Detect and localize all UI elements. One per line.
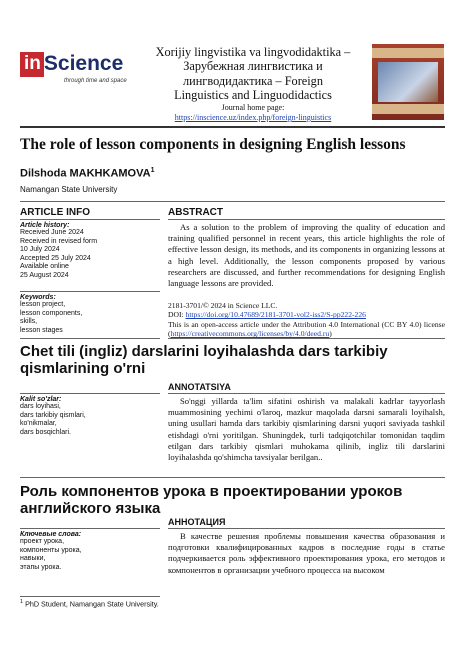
logo-in: in [20,52,44,77]
russian-keyword-item: навыки, [20,555,46,563]
history-item: Available online [20,263,69,271]
abstract-rule [168,219,445,220]
uzbek-keyword-item: dars tarkibiy qismlari, [20,411,86,419]
author-name [20,167,154,180]
russian-annotation-text: В качестве решения проблемы повышения качества образования и подготовки квалифицированных кадров в последние годы в статье подчеркивается роль эффективного проектирования урока, его методов и компонентов в организации учебного процесса на высоком [168,531,445,575]
journal-homepage-label: Journal home page: [221,103,285,112]
russian-keyword-item: проект урока, [20,538,65,545]
footnote-text: PhD Student, Namangan State University. [25,599,159,609]
uzbek-title: Chet tili (ingliz) darslarini loyihalashda dars tarkibiy qismlarining o'rni [20,343,388,377]
russian-keyword-item: этапы урока. [20,563,62,571]
uzbek-keyword-item: dars bosqichlari. [20,428,71,436]
inscience-logo [20,52,132,90]
keywords-label: Keywords: [20,294,56,301]
header-divider [20,126,445,128]
russian-keywords-label: Ключевые слова: [20,531,82,538]
keyword-item: lesson stages [20,326,63,334]
russian-title: Роль компонентов урока в проектировании уроков английского языка [20,483,403,517]
russian-annotation-rule [168,528,445,529]
russian-keyword-item: компоненты урока, [20,546,82,554]
journal-title [136,45,370,103]
journal-line: Linguistics and Linguodidactics [174,88,332,103]
logo-science: Science [43,52,124,75]
uzbek-annotation-text: So'nggi yillarda ta'lim sifatini oshirish va malakali kadrlar tayyorlash muammosining yechimi o'laroq, mazkur maqolada darsni samarali loyihalsh, uning usullari hamda dars tarkibiy qismlarining darsni yuqori saviyada tashkil etishdagi o'rni yoritilgan. Shuningdek, turli tadqiqotchilar tomonidan taqdim etilgan dars tarkibiy qismlari muhokama qilinib, ingliz tili darslarini loyihalashda qo'shimcha tavsiyalar berilgan.. [168,396,445,463]
author-name-text: Dilshoda MAKHKAMOVA [20,167,151,180]
doi-link[interactable]: https://doi.org/10.47689/2181-3701-vol2-iss2/S-pp222-226 [185,310,366,320]
author-footnote-mark: 1 [150,167,155,174]
russian-info-rule [20,528,160,529]
history-item: Received June 2024 [20,229,84,236]
license-line [168,320,445,339]
info-rule [20,219,160,220]
publication-info [168,301,445,339]
history-item: Received in revised form [20,237,98,245]
journal-line: лингводидактика – Foreign [183,73,323,88]
uzbek-keyword-item: ko'nikmalar, [20,420,57,428]
abstract-bottom-rule [168,338,445,339]
abstract-text: As a solution to the problem of improving the quality of education and training qualified personnel in recent years, this article highlights the role of effective lesson design, its methods, and its components in organizing lessons at a high level. Additionally, the lesson components proposed by various researchers are discussed, and further recommendations for designing English language lessons are provided. [168,222,445,289]
uzbek-annotation-rule [168,393,445,394]
history-label: Article history: [20,222,70,229]
uzbek-bottom-rule [20,477,445,478]
license-close: ) [329,329,332,339]
history-item: 10 July 2024 [20,246,60,254]
license-link[interactable]: https://creativecommons.org/licenses/by/4.0/deed.ru [170,329,330,339]
keyword-item: lesson components, [20,309,83,317]
journal-line: Зарубежная лингвистика и [183,59,323,74]
uzbek-keywords-label: Kalit so'zlar: [20,396,62,403]
uzbek-info-rule [20,393,160,394]
keywords-rule [20,291,160,292]
footnote-mark: 1 [20,599,24,605]
license-text: This is an open-access article under the Attribution 4.0 International (CC BY 4.0) license ( [168,319,445,339]
uzbek-keywords-block [20,396,160,437]
history-item: 25 August 2024 [20,271,69,279]
affiliation-divider [20,201,445,202]
article-info-heading: ARTICLE INFO [20,207,90,218]
journal-line: Xorijiy lingvistika va lingvodidaktika – [155,45,351,59]
author-affiliation: Namangan State University [20,185,118,194]
logo-tagline: through time and space [64,78,127,84]
article-title: The role of lesson components in designing English lessons [20,136,406,153]
abstract-heading: ABSTRACT [168,207,223,218]
journal-homepage-link[interactable]: https://inscience.uz/index.php/foreign-linguistics [174,113,332,122]
keyword-item: lesson project, [20,301,66,308]
doi-label: DOI: [168,310,186,320]
footnote [20,599,159,608]
article-history [20,222,160,281]
uzbek-keyword-item: dars loyihasi, [20,403,61,410]
journal-cover-image [372,44,444,120]
russian-annotation-heading: АННОТАЦИЯ [168,517,226,527]
doi-line [168,310,445,319]
keywords-block [20,294,160,335]
russian-keywords-block [20,531,160,572]
issn-line: 2181-3701/© 2024 in Science LLC. [168,301,278,310]
history-item: Accepted 25 July 2024 [20,254,91,262]
uzbek-annotation-heading: ANNOTATSIYA [168,382,231,392]
footnote-rule [20,596,160,597]
journal-homepage [136,103,370,123]
info-bottom-rule [20,338,160,339]
keyword-item: skills, [20,318,38,326]
